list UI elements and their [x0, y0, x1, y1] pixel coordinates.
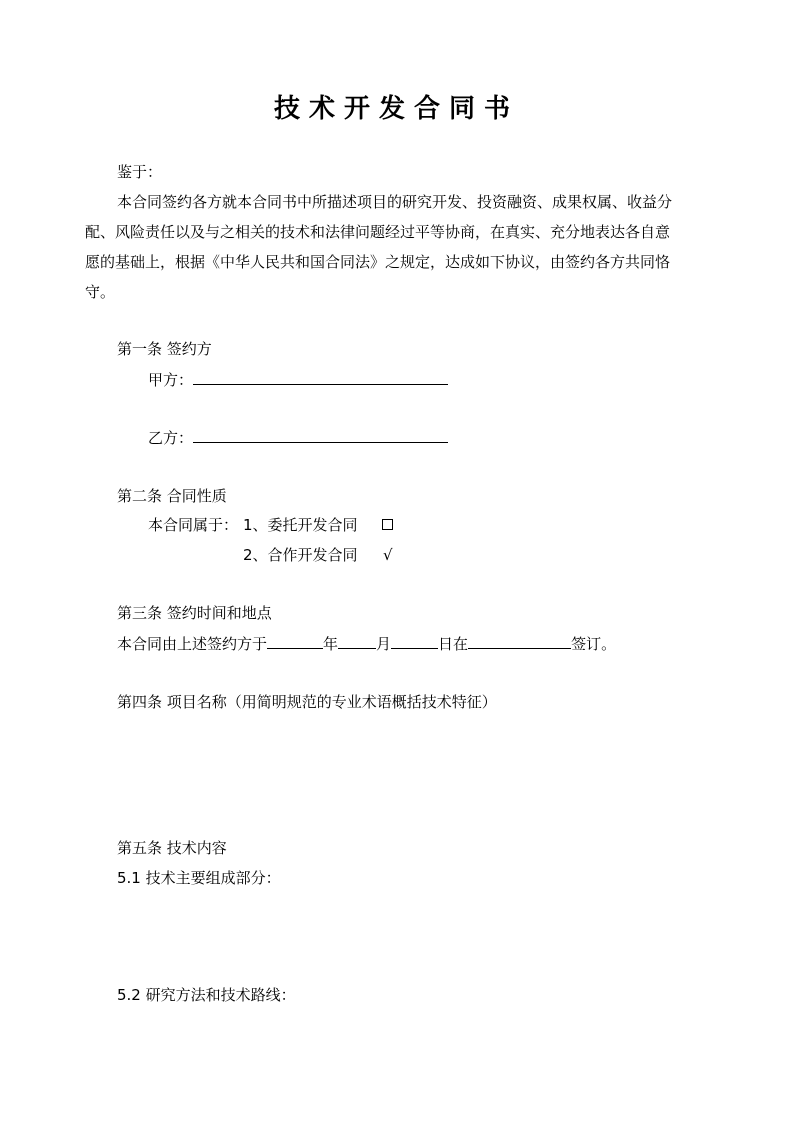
party-a-blank[interactable]: [193, 369, 448, 385]
intro-lead: 鉴于：: [117, 163, 163, 181]
month-label: 月: [376, 635, 392, 653]
party-b-blank[interactable]: [193, 427, 448, 443]
article3-heading: 第三条 签约时间和地点: [117, 604, 272, 622]
sentence-start: 本合同由上述签约方于: [117, 635, 268, 653]
check-mark-icon[interactable]: √: [383, 546, 393, 564]
option-entrusted-label: 1、委托开发合同: [243, 516, 358, 534]
article2-lead: 本合同属于：: [148, 516, 239, 534]
article3-sentence: [117, 633, 616, 654]
intro-line-1: 本合同签约各方就本合同书中所描述项目的研究开发、投资融资、成果权属、收益分: [117, 193, 673, 211]
year-label: 年: [323, 635, 339, 653]
place-blank[interactable]: [468, 633, 571, 649]
day-at-label: 日在: [438, 635, 469, 653]
option-cooperative-label: 2、合作开发合同: [243, 546, 358, 564]
article1-heading: 第一条 签约方: [117, 340, 212, 358]
checkbox-entrusted[interactable]: [382, 519, 393, 530]
article4-heading: 第四条 项目名称（用简明规范的专业术语概括技术特征）: [117, 693, 497, 711]
day-blank[interactable]: [391, 633, 438, 649]
article5-sub1: 5.1 技术主要组成部分：: [117, 869, 281, 887]
article5-heading: 第五条 技术内容: [117, 839, 227, 857]
intro-line-3: 愿的基础上，根据《中华人民共和国合同法》之规定，达成如下协议，由签约各方共同恪: [85, 253, 671, 271]
party-a-row: [148, 369, 448, 390]
party-a-label: 甲方：: [148, 371, 194, 389]
party-b-row: [148, 427, 448, 448]
signed-label: 签订。: [571, 635, 617, 653]
intro-line-2: 配、风险责任以及与之相关的技术和法律问题经过平等协商，在真实、充分地表达各自意: [85, 223, 671, 241]
article5-sub2: 5.2 研究方法和技术路线：: [117, 986, 296, 1004]
intro-line-4: 守。: [85, 283, 116, 301]
year-blank[interactable]: [267, 633, 323, 649]
party-b-label: 乙方：: [148, 429, 194, 447]
document-title: 技术开发合同书: [273, 94, 519, 124]
article2-heading: 第二条 合同性质: [117, 487, 227, 505]
month-blank[interactable]: [338, 633, 376, 649]
